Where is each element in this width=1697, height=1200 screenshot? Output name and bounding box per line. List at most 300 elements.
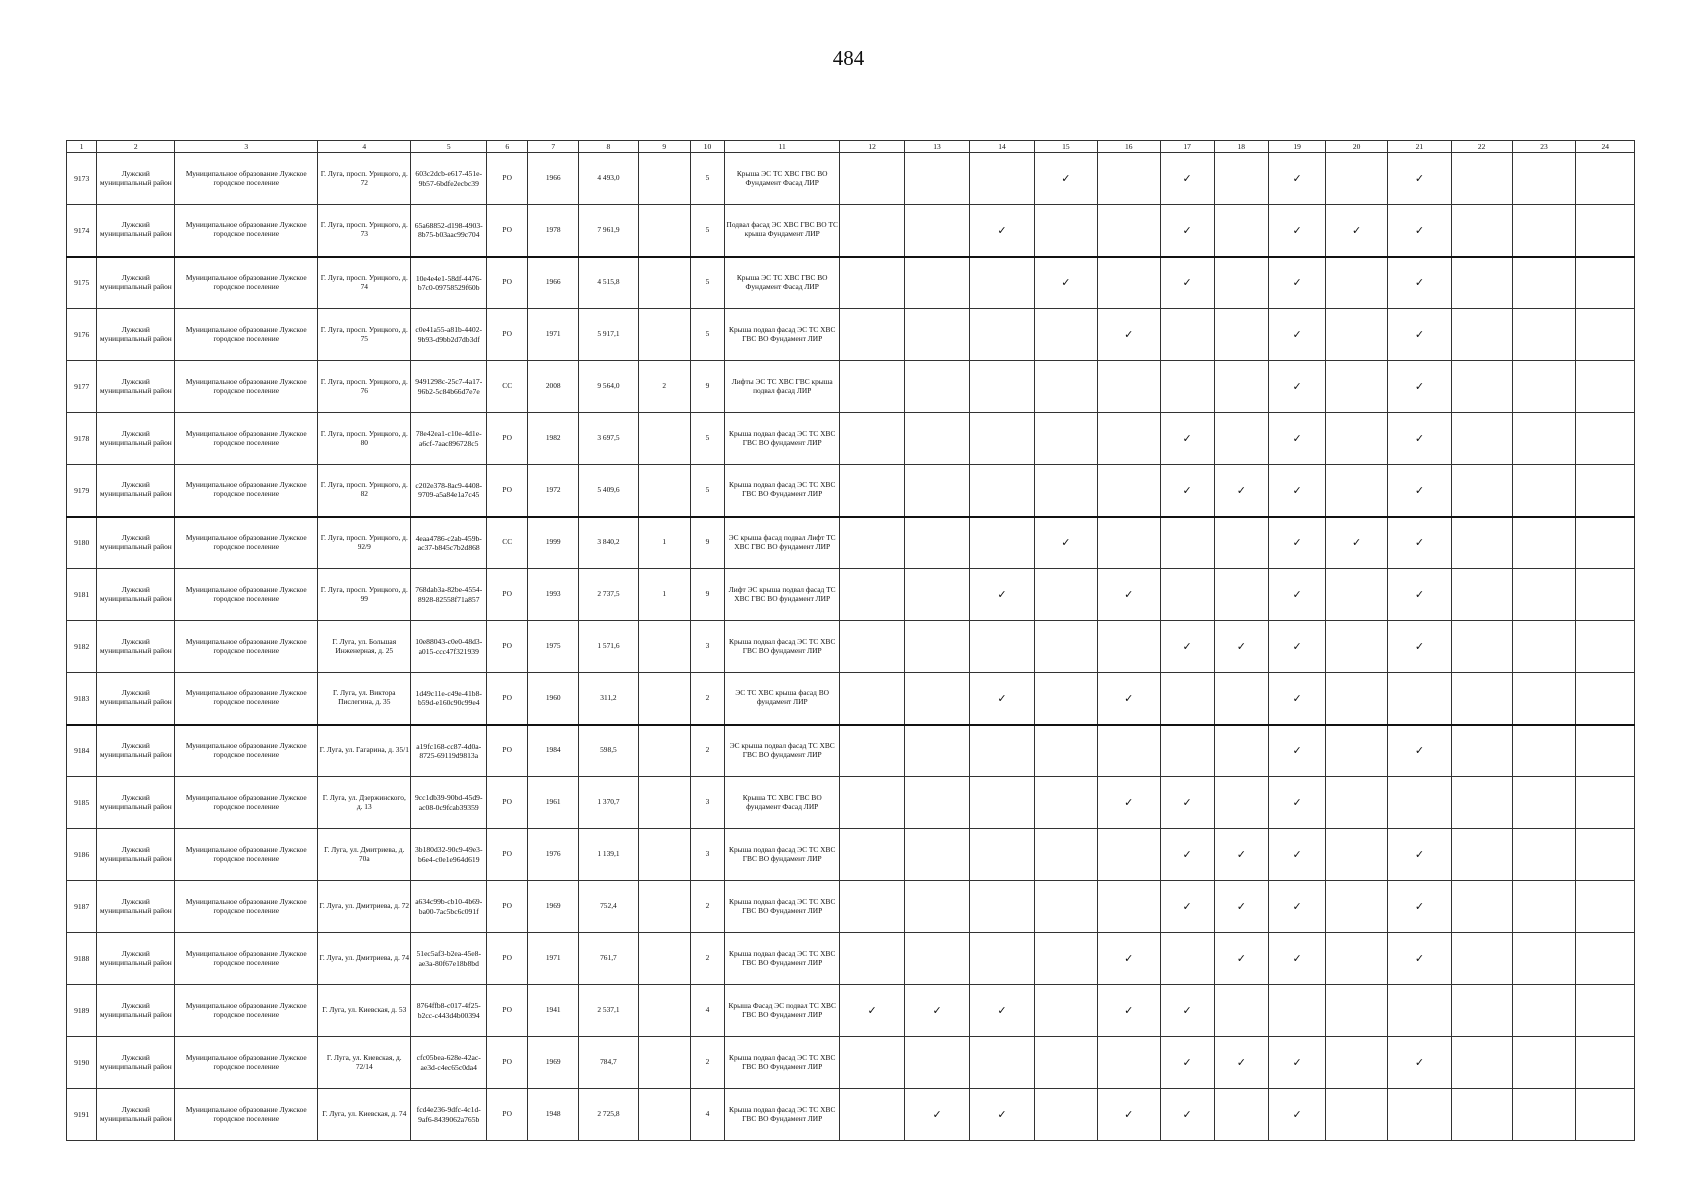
check-cell-col-12 [840, 1089, 905, 1141]
works-list-cell: Крыша ЭС ТС ХВС ГВС ВО Фундамент Фасад ЛИР [725, 153, 840, 205]
table-body [67, 153, 1635, 1141]
check-cell-col-18 [1214, 205, 1268, 257]
check-cell-col-12 [840, 205, 905, 257]
check-cell-col-23 [1512, 257, 1576, 309]
check-cell-col-17 [1160, 725, 1214, 777]
table-row [67, 725, 1635, 777]
check-cell-col-16: ✓ [1097, 309, 1160, 361]
municipality-cell: Муниципальное образование Лужское городское поселение [175, 569, 318, 621]
area-cell: 3 697,5 [579, 413, 639, 465]
district-cell: Лужский муниципальный район [97, 881, 175, 933]
check-cell-col-16 [1097, 413, 1160, 465]
build-year-cell: 1975 [528, 621, 579, 673]
check-cell-col-18 [1214, 569, 1268, 621]
column-header-11: 11 [725, 141, 840, 153]
address-cell: Г. Луга, ул. Гагарина, д. 35/1 [318, 725, 411, 777]
check-cell-col-16: ✓ [1097, 933, 1160, 985]
check-cell-col-16 [1097, 153, 1160, 205]
check-cell-col-13 [905, 309, 970, 361]
row-number: 9176 [67, 309, 97, 361]
check-cell-col-18 [1214, 257, 1268, 309]
header-row [67, 141, 1635, 153]
check-cell-col-24 [1576, 257, 1635, 309]
check-cell-col-16: ✓ [1097, 673, 1160, 725]
district-cell: Лужский муниципальный район [97, 829, 175, 881]
check-cell-col-13 [905, 621, 970, 673]
district-cell: Лужский муниципальный район [97, 309, 175, 361]
address-cell: Г. Луга, ул. Киевская, д. 74 [318, 1089, 411, 1141]
check-cell-col-24 [1576, 309, 1635, 361]
check-cell-col-23 [1512, 829, 1576, 881]
check-cell-col-22 [1451, 1037, 1512, 1089]
row-number: 9186 [67, 829, 97, 881]
floors-cell: 5 [690, 465, 725, 517]
floors-cell: 3 [690, 829, 725, 881]
check-cell-col-22 [1451, 881, 1512, 933]
check-cell-col-21: ✓ [1387, 205, 1451, 257]
house-type-cell: РО [487, 829, 528, 881]
area-cell: 784,7 [579, 1037, 639, 1089]
check-cell-col-23 [1512, 517, 1576, 569]
check-cell-col-13 [905, 933, 970, 985]
check-cell-col-12 [840, 725, 905, 777]
area-cell: 9 564,0 [579, 361, 639, 413]
check-cell-col-12 [840, 673, 905, 725]
floors-cell: 5 [690, 309, 725, 361]
lifts-cell: 2 [638, 361, 690, 413]
check-cell-col-18: ✓ [1214, 1037, 1268, 1089]
district-cell: Лужский муниципальный район [97, 1089, 175, 1141]
check-cell-col-17 [1160, 673, 1214, 725]
build-year-cell: 1961 [528, 777, 579, 829]
check-cell-col-24 [1576, 829, 1635, 881]
municipality-cell: Муниципальное образование Лужское городское поселение [175, 777, 318, 829]
check-cell-col-21 [1387, 1089, 1451, 1141]
check-cell-col-18: ✓ [1214, 465, 1268, 517]
table-row [67, 673, 1635, 725]
municipality-cell: Муниципальное образование Лужское городское поселение [175, 829, 318, 881]
floors-cell: 2 [690, 1037, 725, 1089]
lifts-cell [638, 673, 690, 725]
check-cell-col-21: ✓ [1387, 309, 1451, 361]
lifts-cell [638, 621, 690, 673]
check-cell-col-13 [905, 413, 970, 465]
check-cell-col-15: ✓ [1035, 153, 1098, 205]
check-cell-col-23 [1512, 361, 1576, 413]
check-cell-col-16 [1097, 257, 1160, 309]
column-header-1: 1 [67, 141, 97, 153]
check-cell-col-22 [1451, 673, 1512, 725]
build-year-cell: 1969 [528, 1037, 579, 1089]
build-year-cell: 1999 [528, 517, 579, 569]
check-cell-col-22 [1451, 569, 1512, 621]
area-cell: 1 370,7 [579, 777, 639, 829]
check-cell-col-21: ✓ [1387, 517, 1451, 569]
works-list-cell: Крыша Фасад ЭС подвал ТС ХВС ГВС ВО Фундамент ЛИР [725, 985, 840, 1037]
check-cell-col-21: ✓ [1387, 257, 1451, 309]
table-row [67, 309, 1635, 361]
check-cell-col-15 [1035, 361, 1098, 413]
check-cell-col-21: ✓ [1387, 881, 1451, 933]
works-list-cell: Крыша ЭС ТС ХВС ГВС ВО Фундамент Фасад ЛИР [725, 257, 840, 309]
district-cell: Лужский муниципальный район [97, 257, 175, 309]
check-cell-col-17 [1160, 361, 1214, 413]
check-cell-col-20 [1326, 673, 1388, 725]
check-cell-col-19: ✓ [1268, 933, 1325, 985]
column-header-21: 21 [1387, 141, 1451, 153]
check-cell-col-18 [1214, 985, 1268, 1037]
check-cell-col-24 [1576, 985, 1635, 1037]
floors-cell: 9 [690, 569, 725, 621]
row-number: 9174 [67, 205, 97, 257]
house-type-cell: РО [487, 1037, 528, 1089]
district-cell: Лужский муниципальный район [97, 517, 175, 569]
address-cell: Г. Луга, просп. Урицкого, д. 92/9 [318, 517, 411, 569]
lifts-cell [638, 933, 690, 985]
check-cell-col-16 [1097, 465, 1160, 517]
column-header-22: 22 [1451, 141, 1512, 153]
check-cell-col-13 [905, 517, 970, 569]
column-header-15: 15 [1035, 141, 1098, 153]
address-cell: Г. Луга, просп. Урицкого, д. 76 [318, 361, 411, 413]
check-cell-col-14 [970, 933, 1035, 985]
check-cell-col-20 [1326, 933, 1388, 985]
check-cell-col-20: ✓ [1326, 517, 1388, 569]
check-cell-col-22 [1451, 829, 1512, 881]
check-cell-col-17: ✓ [1160, 881, 1214, 933]
check-cell-col-13: ✓ [905, 985, 970, 1037]
area-cell: 5 917,1 [579, 309, 639, 361]
row-number: 9180 [67, 517, 97, 569]
house-code-cell: a634c99b-cb10-4b69-ba00-7ac5bc6c091f [411, 881, 487, 933]
house-code-cell: 8764ffb8-c017-4f25-b2cc-c443d4b00394 [411, 985, 487, 1037]
check-cell-col-22 [1451, 257, 1512, 309]
row-number: 9188 [67, 933, 97, 985]
area-cell: 752,4 [579, 881, 639, 933]
check-cell-col-18 [1214, 725, 1268, 777]
house-type-cell: РО [487, 153, 528, 205]
check-cell-col-12 [840, 153, 905, 205]
address-cell: Г. Луга, просп. Урицкого, д. 80 [318, 413, 411, 465]
check-cell-col-21: ✓ [1387, 621, 1451, 673]
check-cell-col-18: ✓ [1214, 829, 1268, 881]
check-cell-col-12 [840, 829, 905, 881]
area-cell: 4 493,0 [579, 153, 639, 205]
column-header-2: 2 [97, 141, 175, 153]
check-cell-col-14 [970, 153, 1035, 205]
check-cell-col-19: ✓ [1268, 673, 1325, 725]
check-cell-col-24 [1576, 413, 1635, 465]
table-container [66, 140, 1635, 1141]
lifts-cell: 1 [638, 569, 690, 621]
floors-cell: 2 [690, 933, 725, 985]
area-cell: 7 961,9 [579, 205, 639, 257]
check-cell-col-15: ✓ [1035, 257, 1098, 309]
row-number: 9184 [67, 725, 97, 777]
house-code-cell: 4eaa4786-c2ab-459b-ac37-b845c7b2d868 [411, 517, 487, 569]
check-cell-col-23 [1512, 985, 1576, 1037]
floors-cell: 5 [690, 413, 725, 465]
check-cell-col-18 [1214, 1089, 1268, 1141]
house-code-cell: 3b180d32-90c9-49e3-b6e4-c0e1e964d619 [411, 829, 487, 881]
house-code-cell: 1d49c11e-c49e-41b8-b59d-e160c90c99e4 [411, 673, 487, 725]
check-cell-col-19 [1268, 985, 1325, 1037]
row-number: 9191 [67, 1089, 97, 1141]
check-cell-col-12 [840, 777, 905, 829]
row-number: 9187 [67, 881, 97, 933]
column-header-7: 7 [528, 141, 579, 153]
check-cell-col-17: ✓ [1160, 465, 1214, 517]
check-cell-col-14: ✓ [970, 673, 1035, 725]
check-cell-col-18 [1214, 413, 1268, 465]
check-cell-col-12 [840, 309, 905, 361]
check-cell-col-21: ✓ [1387, 725, 1451, 777]
check-cell-col-20 [1326, 725, 1388, 777]
check-cell-col-21: ✓ [1387, 361, 1451, 413]
check-cell-col-13: ✓ [905, 1089, 970, 1141]
check-cell-col-22 [1451, 361, 1512, 413]
check-cell-col-17: ✓ [1160, 1089, 1214, 1141]
house-code-cell: a19fc168-cc87-4d0a-8725-69119d9813a [411, 725, 487, 777]
check-cell-col-24 [1576, 517, 1635, 569]
check-cell-col-19: ✓ [1268, 621, 1325, 673]
area-cell: 1 139,1 [579, 829, 639, 881]
check-cell-col-23 [1512, 1037, 1576, 1089]
column-header-23: 23 [1512, 141, 1576, 153]
check-cell-col-20 [1326, 829, 1388, 881]
municipality-cell: Муниципальное образование Лужское городское поселение [175, 465, 318, 517]
district-cell: Лужский муниципальный район [97, 1037, 175, 1089]
column-header-20: 20 [1326, 141, 1388, 153]
address-cell: Г. Луга, ул. Киевская, д. 72/14 [318, 1037, 411, 1089]
address-cell: Г. Луга, ул. Виктора Пислегина, д. 35 [318, 673, 411, 725]
lifts-cell [638, 153, 690, 205]
works-list-cell: Крыша подвал фасад ЭС ТС ХВС ГВС ВО фундамент ЛИР [725, 829, 840, 881]
check-cell-col-17 [1160, 309, 1214, 361]
works-list-cell: Крыша подвал фасад ЭС ТС ХВС ГВС ВО Фундамент ЛИР [725, 309, 840, 361]
check-cell-col-18: ✓ [1214, 881, 1268, 933]
lifts-cell [638, 985, 690, 1037]
municipality-cell: Муниципальное образование Лужское городское поселение [175, 881, 318, 933]
check-cell-col-14 [970, 309, 1035, 361]
municipality-cell: Муниципальное образование Лужское городское поселение [175, 257, 318, 309]
check-cell-col-21: ✓ [1387, 569, 1451, 621]
check-cell-col-20 [1326, 309, 1388, 361]
housing-table [66, 140, 1635, 1141]
check-cell-col-15 [1035, 621, 1098, 673]
column-header-19: 19 [1268, 141, 1325, 153]
district-cell: Лужский муниципальный район [97, 985, 175, 1037]
lifts-cell [638, 829, 690, 881]
house-type-cell: РО [487, 465, 528, 517]
check-cell-col-19: ✓ [1268, 881, 1325, 933]
check-cell-col-14 [970, 413, 1035, 465]
check-cell-col-14 [970, 517, 1035, 569]
check-cell-col-19: ✓ [1268, 829, 1325, 881]
check-cell-col-14: ✓ [970, 1089, 1035, 1141]
district-cell: Лужский муниципальный район [97, 361, 175, 413]
area-cell: 1 571,6 [579, 621, 639, 673]
check-cell-col-23 [1512, 621, 1576, 673]
check-cell-col-17: ✓ [1160, 1037, 1214, 1089]
column-header-9: 9 [638, 141, 690, 153]
check-cell-col-12: ✓ [840, 985, 905, 1037]
district-cell: Лужский муниципальный район [97, 153, 175, 205]
check-cell-col-13 [905, 673, 970, 725]
build-year-cell: 1969 [528, 881, 579, 933]
floors-cell: 9 [690, 517, 725, 569]
check-cell-col-13 [905, 361, 970, 413]
column-header-17: 17 [1160, 141, 1214, 153]
check-cell-col-17: ✓ [1160, 257, 1214, 309]
floors-cell: 5 [690, 153, 725, 205]
check-cell-col-18 [1214, 517, 1268, 569]
lifts-cell [638, 1037, 690, 1089]
check-cell-col-23 [1512, 933, 1576, 985]
house-code-cell: cfc05bea-628e-42ac-ae3d-c4ec65c0da4 [411, 1037, 487, 1089]
check-cell-col-14 [970, 725, 1035, 777]
check-cell-col-13 [905, 1037, 970, 1089]
check-cell-col-19: ✓ [1268, 1037, 1325, 1089]
check-cell-col-22 [1451, 985, 1512, 1037]
check-cell-col-20 [1326, 1089, 1388, 1141]
column-header-3: 3 [175, 141, 318, 153]
check-cell-col-23 [1512, 673, 1576, 725]
build-year-cell: 1993 [528, 569, 579, 621]
check-cell-col-15 [1035, 777, 1098, 829]
works-list-cell: Крыша подвал фасад ЭС ТС ХВС ГВС ВО фундамент ЛИР [725, 413, 840, 465]
check-cell-col-15 [1035, 1037, 1098, 1089]
check-cell-col-13 [905, 257, 970, 309]
check-cell-col-22 [1451, 517, 1512, 569]
table-row [67, 1089, 1635, 1141]
check-cell-col-20 [1326, 1037, 1388, 1089]
check-cell-col-19: ✓ [1268, 309, 1325, 361]
address-cell: Г. Луга, просп. Урицкого, д. 74 [318, 257, 411, 309]
district-cell: Лужский муниципальный район [97, 205, 175, 257]
table-row [67, 517, 1635, 569]
house-code-cell: 9cc1db39-90bd-45d9-ac08-0c9fcab39359 [411, 777, 487, 829]
table-row [67, 881, 1635, 933]
check-cell-col-23 [1512, 153, 1576, 205]
area-cell: 3 840,2 [579, 517, 639, 569]
check-cell-col-15 [1035, 933, 1098, 985]
works-list-cell: ЭС ТС ХВС крыша фасад ВО фундамент ЛИР [725, 673, 840, 725]
address-cell: Г. Луга, просп. Урицкого, д. 73 [318, 205, 411, 257]
check-cell-col-24 [1576, 569, 1635, 621]
works-list-cell: Крыша подвал фасад ЭС ТС ХВС ГВС ВО Фундамент ЛИР [725, 881, 840, 933]
check-cell-col-16 [1097, 621, 1160, 673]
check-cell-col-22 [1451, 725, 1512, 777]
lifts-cell [638, 1089, 690, 1141]
table-row [67, 413, 1635, 465]
floors-cell: 2 [690, 673, 725, 725]
house-type-cell: РО [487, 881, 528, 933]
municipality-cell: Муниципальное образование Лужское городское поселение [175, 673, 318, 725]
works-list-cell: Лифты ЭС ТС ХВС ГВС крыша подвал фасад ЛИР [725, 361, 840, 413]
house-type-cell: РО [487, 413, 528, 465]
check-cell-col-20 [1326, 621, 1388, 673]
check-cell-col-22 [1451, 933, 1512, 985]
check-cell-col-19: ✓ [1268, 777, 1325, 829]
house-code-cell: 10e4e4e1-58df-4476-b7c0-09758529f60b [411, 257, 487, 309]
municipality-cell: Муниципальное образование Лужское городское поселение [175, 985, 318, 1037]
check-cell-col-12 [840, 1037, 905, 1089]
works-list-cell: Крыша ТС ХВС ГВС ВО фундамент Фасад ЛИР [725, 777, 840, 829]
check-cell-col-14: ✓ [970, 205, 1035, 257]
check-cell-col-18: ✓ [1214, 933, 1268, 985]
check-cell-col-24 [1576, 205, 1635, 257]
check-cell-col-21: ✓ [1387, 413, 1451, 465]
house-type-cell: РО [487, 725, 528, 777]
address-cell: Г. Луга, просп. Урицкого, д. 75 [318, 309, 411, 361]
address-cell: Г. Луга, просп. Урицкого, д. 72 [318, 153, 411, 205]
check-cell-col-19: ✓ [1268, 725, 1325, 777]
works-list-cell: Крыша подвал фасад ЭС ТС ХВС ГВС ВО фундамент ЛИР [725, 621, 840, 673]
check-cell-col-22 [1451, 413, 1512, 465]
check-cell-col-14 [970, 881, 1035, 933]
check-cell-col-24 [1576, 777, 1635, 829]
house-type-cell: РО [487, 205, 528, 257]
check-cell-col-16: ✓ [1097, 777, 1160, 829]
check-cell-col-18 [1214, 673, 1268, 725]
check-cell-col-16: ✓ [1097, 1089, 1160, 1141]
check-cell-col-16 [1097, 1037, 1160, 1089]
area-cell: 2 537,1 [579, 985, 639, 1037]
check-cell-col-12 [840, 517, 905, 569]
table-row [67, 361, 1635, 413]
check-cell-col-19: ✓ [1268, 205, 1325, 257]
check-cell-col-15 [1035, 725, 1098, 777]
check-cell-col-14: ✓ [970, 569, 1035, 621]
check-cell-col-13 [905, 881, 970, 933]
column-header-18: 18 [1214, 141, 1268, 153]
build-year-cell: 1972 [528, 465, 579, 517]
check-cell-col-15 [1035, 881, 1098, 933]
column-header-16: 16 [1097, 141, 1160, 153]
municipality-cell: Муниципальное образование Лужское городское поселение [175, 933, 318, 985]
build-year-cell: 1966 [528, 153, 579, 205]
area-cell: 761,7 [579, 933, 639, 985]
check-cell-col-20 [1326, 153, 1388, 205]
check-cell-col-16: ✓ [1097, 569, 1160, 621]
check-cell-col-20 [1326, 361, 1388, 413]
check-cell-col-23 [1512, 777, 1576, 829]
check-cell-col-14 [970, 621, 1035, 673]
check-cell-col-14 [970, 465, 1035, 517]
area-cell: 2 737,5 [579, 569, 639, 621]
check-cell-col-22 [1451, 153, 1512, 205]
floors-cell: 5 [690, 257, 725, 309]
table-row [67, 985, 1635, 1037]
check-cell-col-13 [905, 465, 970, 517]
check-cell-col-14 [970, 1037, 1035, 1089]
address-cell: Г. Луга, ул. Дзержинского, д. 13 [318, 777, 411, 829]
table-row [67, 153, 1635, 205]
area-cell: 2 725,8 [579, 1089, 639, 1141]
check-cell-col-18 [1214, 777, 1268, 829]
check-cell-col-16 [1097, 361, 1160, 413]
house-code-cell: fcd4e236-9dfc-4c1d-9af6-8439062a765b [411, 1089, 487, 1141]
table-row [67, 205, 1635, 257]
address-cell: Г. Луга, ул. Киевская, д. 53 [318, 985, 411, 1037]
column-header-10: 10 [690, 141, 725, 153]
row-number: 9181 [67, 569, 97, 621]
build-year-cell: 1978 [528, 205, 579, 257]
row-number: 9175 [67, 257, 97, 309]
house-type-cell: РО [487, 1089, 528, 1141]
table-row [67, 1037, 1635, 1089]
